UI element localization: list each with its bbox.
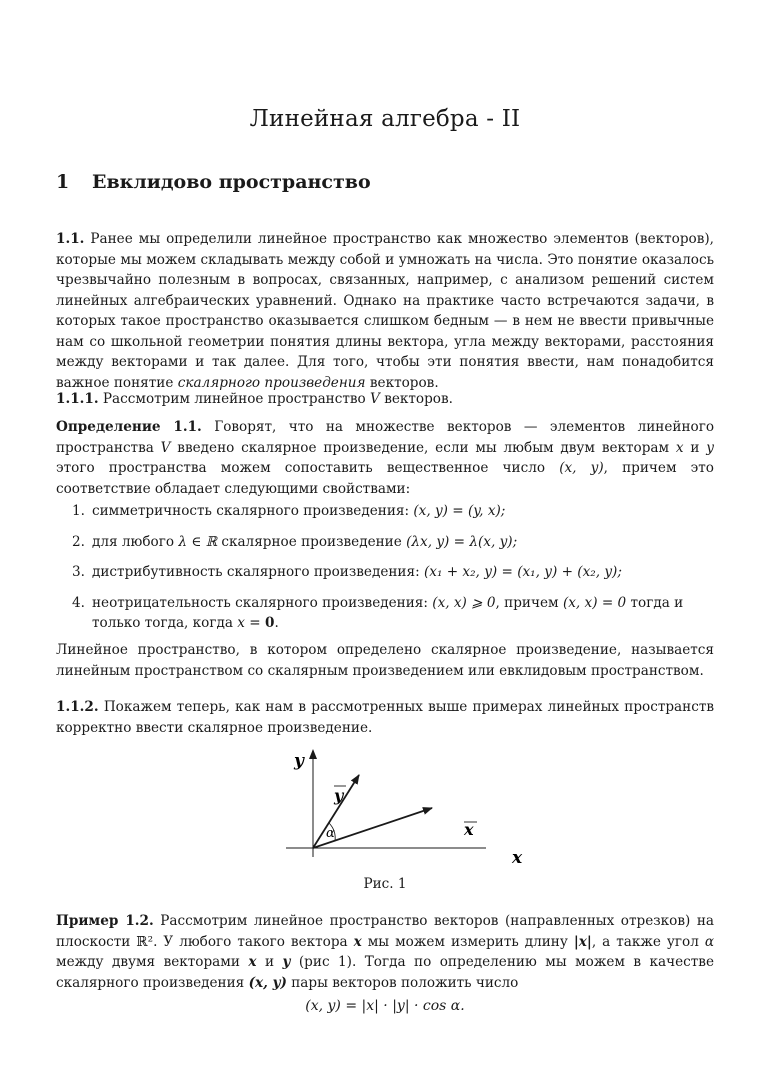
math-bold-var: x xyxy=(248,954,257,970)
paragraph-1-1-1 xyxy=(56,389,714,410)
list-number: 3. xyxy=(72,564,85,580)
paragraph-label: 1.1. xyxy=(56,231,85,247)
figure-caption: Рис. 1 xyxy=(363,876,407,892)
math-expr: (x₁ + x₂, y) = (x₁, y) + (x₂, y); xyxy=(423,564,622,580)
list-item xyxy=(56,532,714,553)
section-title: Евклидово пространство xyxy=(92,171,371,193)
math-expr: |x| xyxy=(573,933,592,950)
math-expr: (x, y) xyxy=(559,460,604,476)
math-expr: (λx, y) = λ(x, y); xyxy=(406,533,518,550)
list-number: 2. xyxy=(72,533,85,550)
item-text: неотрицательность скалярного произведения: xyxy=(92,594,428,611)
paragraph-1-1 xyxy=(56,229,714,393)
paragraph-text: Ранее мы определили линейное пространство как множество элементов (векторов), которые мы можем складывать между собой и умножать на числа. Это понятие оказалось чрезвычайно полезным в вопросах, связанных, например, с анализом решений систем линейных алгебраических уравнений. Однако на практике часто встречаются задачи, в которых такое пространство оказывается слишком бедным — в нем не ввести привычные нам со школьной геометрии понятия длины вектора, угла между векторами, расстояния между векторами и так далее. Для того, чтобы эти понятия ввести, нам понадобится важное понятие xyxy=(56,231,714,391)
list-item xyxy=(56,562,714,583)
example-text: пары векторов положить число xyxy=(291,974,519,991)
example-text: мы можем измерить длину xyxy=(367,933,568,950)
math-var: V xyxy=(370,391,380,407)
section-heading xyxy=(56,171,371,193)
item-text: симметричность скалярного произведения: xyxy=(92,503,410,519)
math-space: ℝ² xyxy=(136,933,154,950)
math-expr: x = xyxy=(237,615,265,631)
angle-label: α xyxy=(326,826,335,841)
paragraph-text-end: векторов. xyxy=(369,374,439,391)
list-item xyxy=(56,593,714,634)
y-axis-label: y xyxy=(294,751,304,771)
item-text: . xyxy=(274,615,279,631)
math-bold-var: x xyxy=(353,933,362,950)
example-1-2 xyxy=(56,911,714,993)
example-text: и xyxy=(264,954,275,970)
math-var: x xyxy=(675,439,684,456)
vec-y-label: y xyxy=(334,786,344,805)
zero-vector: 0 xyxy=(265,615,275,631)
item-text: , причем xyxy=(495,594,559,611)
example-text: Рассмотрим линейное пространство векторов (направленных отрезков) на плоскости xyxy=(56,913,714,950)
paragraph-1-1-2 xyxy=(56,697,714,738)
item-text: скалярное произведение xyxy=(221,533,402,550)
list-item xyxy=(56,501,714,522)
emphasis-term: скалярного произведения xyxy=(177,374,366,391)
list-number: 1. xyxy=(72,503,85,519)
paragraph-text: Покажем теперь, как нам в рассмотренных выше примерах линейных пространств корректно ввести скалярное произведение. xyxy=(56,699,715,736)
math-expr: (x, y) = (y, x); xyxy=(413,503,506,519)
example-text: (рис 1). Тогда по определению мы можем в качестве скалярного произведения xyxy=(56,954,715,991)
math-expr: (x, x) ⩾ 0 xyxy=(432,594,496,611)
x-axis-label: x xyxy=(512,848,523,868)
math-expr: λ ∈ ℝ xyxy=(178,533,218,550)
example-text: между двумя векторами xyxy=(56,954,240,970)
math-var: V xyxy=(160,439,171,456)
paragraph-after-definition: Линейное пространство, в котором определено скалярное произведение, называется линейным пространством со скалярным произведением или евклидовым пространством. xyxy=(56,642,714,679)
math-var: α xyxy=(704,933,714,950)
item-text: дистрибутивность скалярного произведения: xyxy=(92,564,420,580)
properties-list xyxy=(56,501,714,644)
example-text: . У любого такого вектора xyxy=(153,933,348,950)
definition-label: Определение 1.1. xyxy=(56,419,202,435)
item-text: для любого xyxy=(92,533,175,550)
math-expr: (x, x) = 0 xyxy=(562,594,627,611)
vector-figure xyxy=(286,745,536,870)
formula-expr: (x, y) = |x| · |y| · cos α. xyxy=(305,998,465,1014)
definition-1-1 xyxy=(56,417,714,499)
definition-text: этого пространства можем сопоставить вещественное число xyxy=(56,460,546,476)
definition-text: и xyxy=(690,439,700,456)
definition-text: введено скалярное произведение, если мы любым двум векторам xyxy=(177,439,670,456)
example-label: Пример 1.2. xyxy=(56,913,154,929)
section-number: 1 xyxy=(56,171,70,193)
item-text: тогда и только тогда, когда xyxy=(92,594,684,631)
math-var: y xyxy=(706,439,714,456)
list-number: 4. xyxy=(72,594,85,611)
math-expr: (x, y) xyxy=(248,974,287,991)
definition-text: Говорят, что на множестве векторов — элементов линейного пространства xyxy=(56,419,715,456)
paragraph-label: 1.1.1. xyxy=(56,391,99,407)
paragraph-text: Рассмотрим линейное пространство xyxy=(102,391,366,407)
display-formula xyxy=(56,998,714,1014)
math-bold-var: y xyxy=(282,954,291,970)
example-text: , а также угол xyxy=(591,933,699,950)
paragraph-text-end: векторов. xyxy=(384,391,453,407)
document-title: Линейная алгебра - II xyxy=(249,106,521,132)
paragraph-label: 1.1.2. xyxy=(56,699,99,715)
vec-x-label: x xyxy=(464,820,474,839)
definition-text: , причем это соответствие обладает следующими свойствами: xyxy=(56,460,714,497)
